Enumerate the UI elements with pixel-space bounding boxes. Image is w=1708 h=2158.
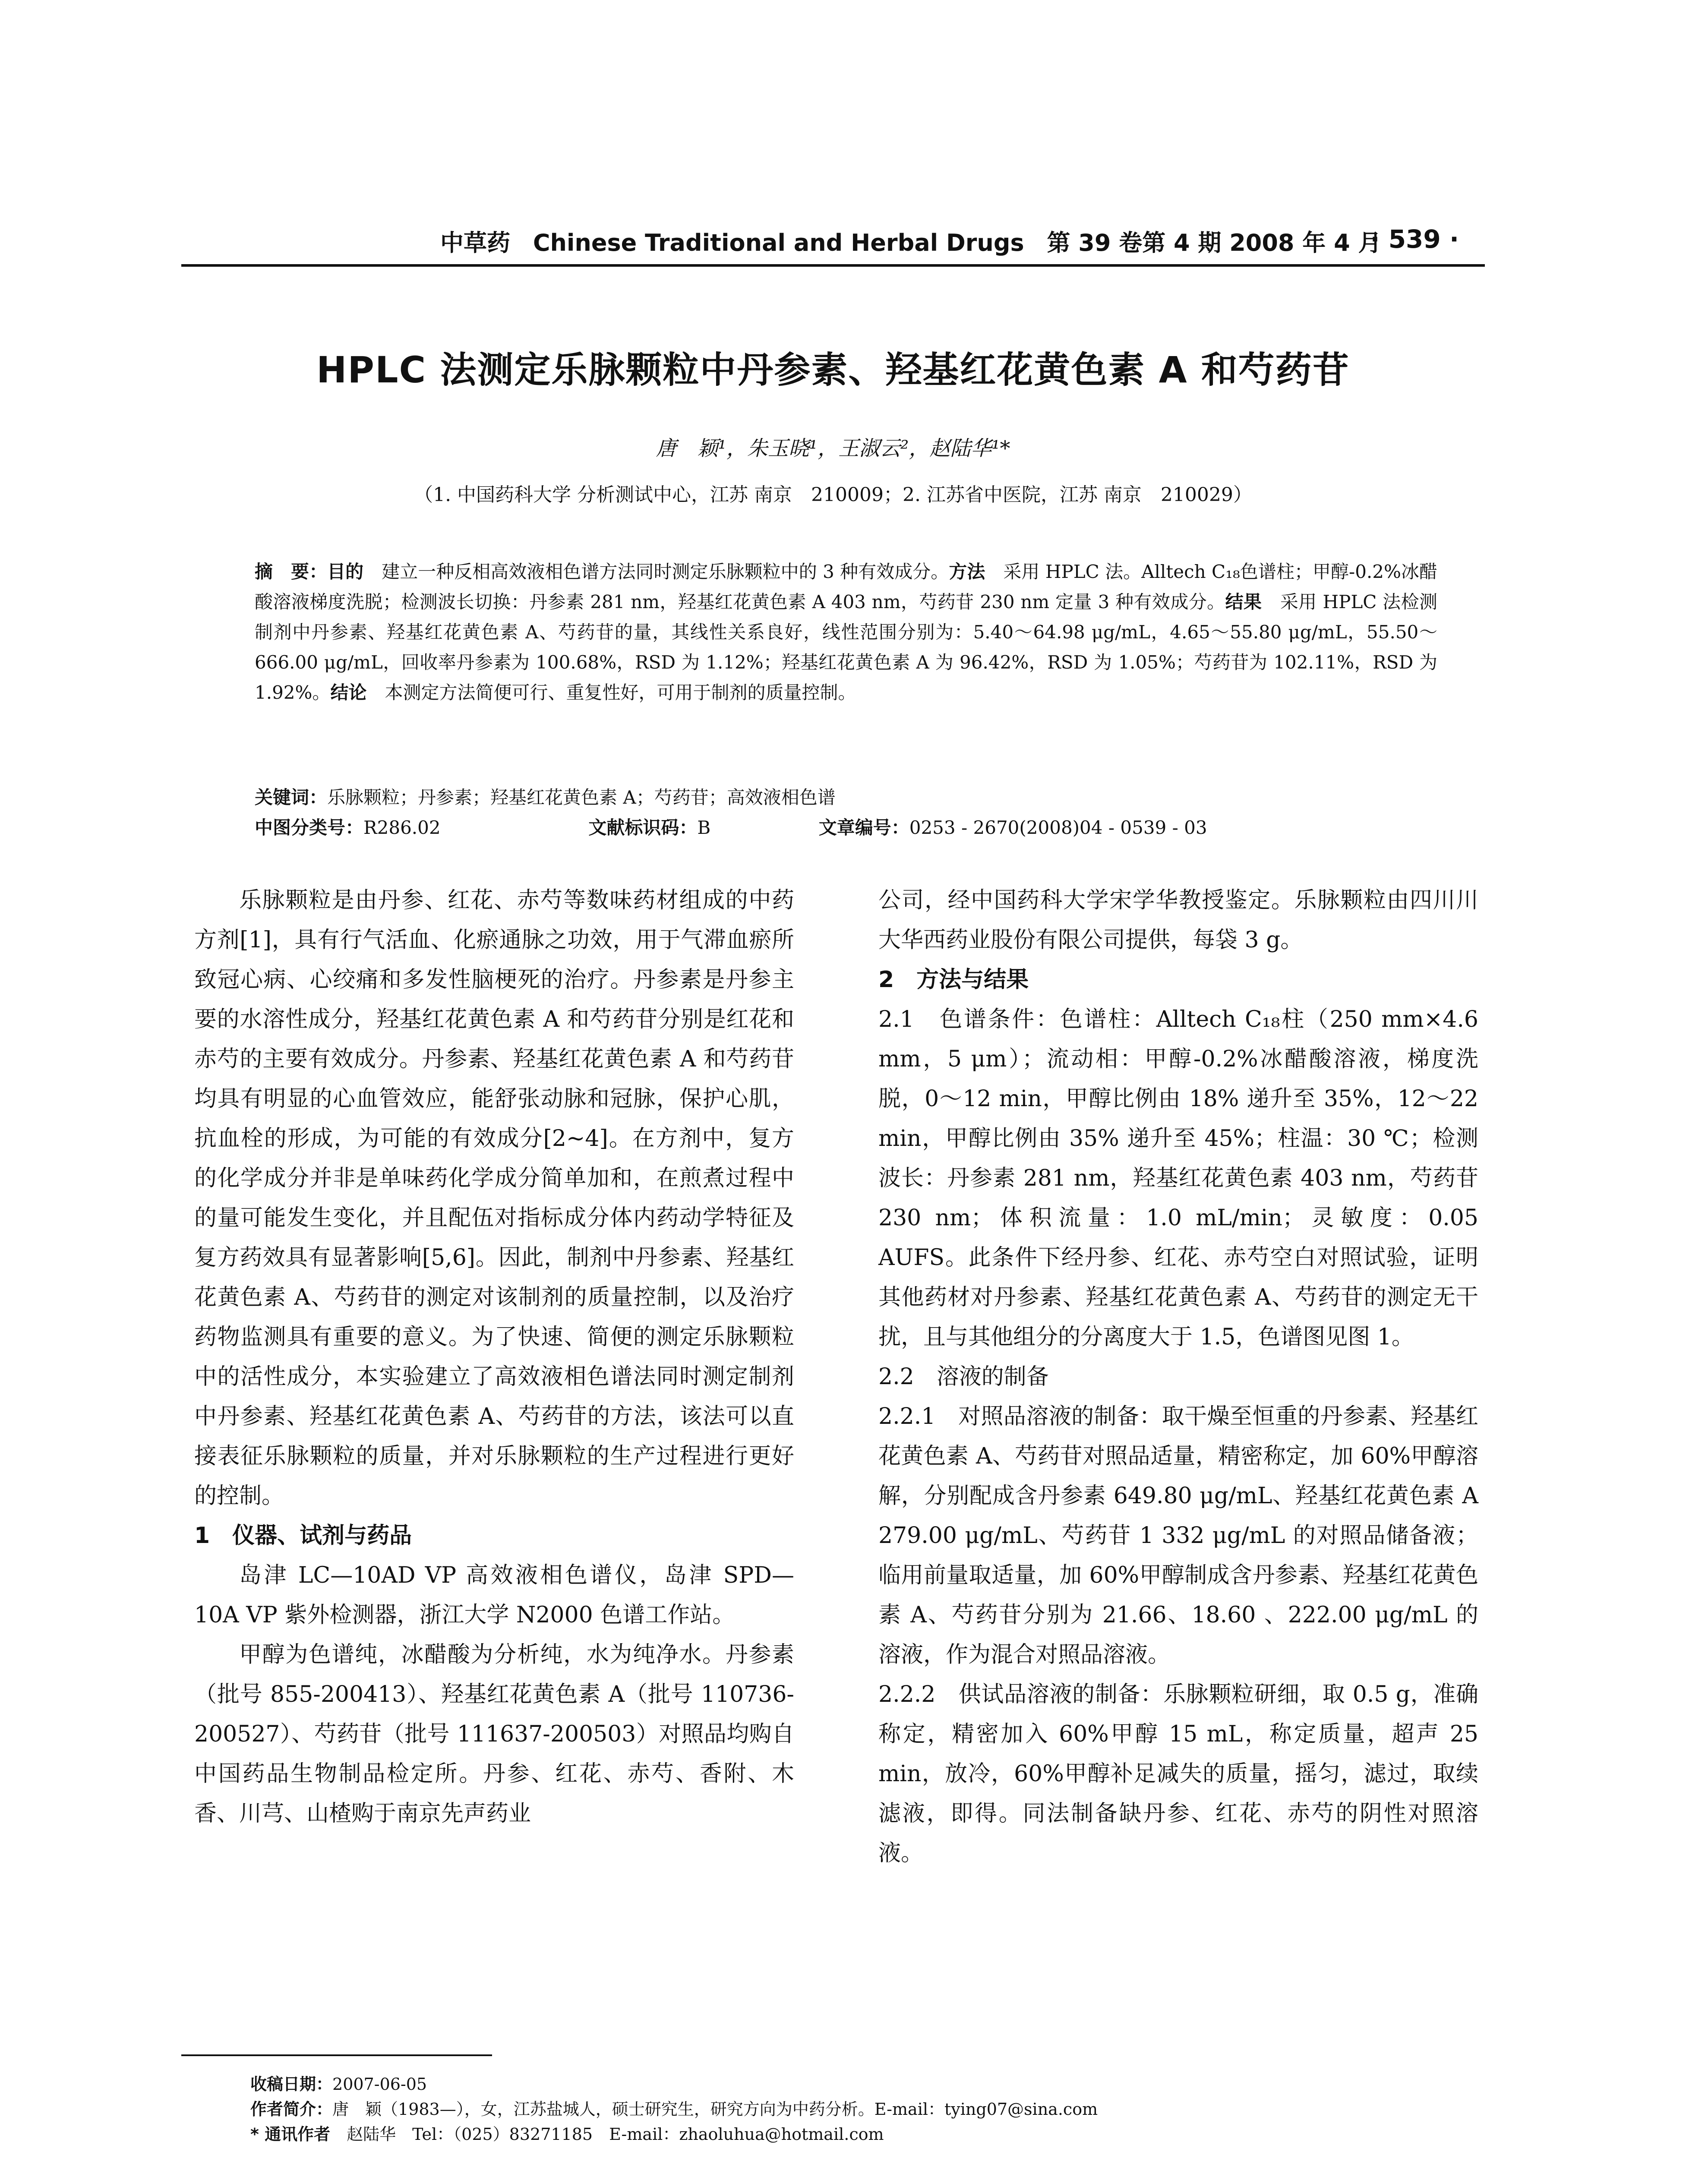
header-rule [181,264,1485,267]
doc-code: B [697,817,711,838]
corresponding-author: * 通讯作者 赵陆华 Tel：（025）83271185 E-mail：zhaoluhua@hotmail.com [250,2125,884,2144]
abstract [255,557,1437,708]
section-heading-1: 1 仪器、试剂与药品 [194,1523,412,1549]
section-heading-2: 2 方法与结果 [878,967,1029,993]
article-number-label: 文章编号： [818,817,909,838]
footnote-rule [181,2054,492,2056]
received-label: 收稿日期： [250,2075,333,2094]
left-column [194,880,794,1833]
instruments-paragraph: 岛津 LC—10AD VP 高效液相色谱仪，岛津 SPD—10A VP 紫外检测器，浙江大学 N2000 色谱工作站。 [194,1562,794,1628]
reagents-paragraph: 甲醇为色谱纯，冰醋酸为分析纯，水为纯净水。丹参素（批号 855-200413）、羟基红花黄色素 A（批号 110736-200527）、芍药苷（批号 111637-200503）对照品均购自中国药品生物制品检定所。丹参、红花、赤芍、香附、木香、川芎、山楂购于南京先声药业 [194,1642,794,1827]
article-number: 0253 - 2670(2008)04 - 0539 - 03 [909,817,1207,838]
classification-line [255,814,1437,839]
journal-name-cn: 中草药 [440,229,510,256]
abstract-method: 采用 HPLC 法。Alltech C₁₈色谱柱；甲醇-0.2%冰醋酸溶液梯度洗脱；检测波长切换：丹参素 281 nm，羟基红花黄色素 A 403 nm，芍药苷 230 nm 定量 3 种有效成分。 [255,561,1437,612]
right-column [878,880,1478,1873]
doc-code-label: 文献标识码： [588,817,698,838]
abstract-objective-label: 目的 [327,561,364,582]
clc-label: 中图分类号： [255,817,364,838]
abstract-method-label: 方法 [949,561,985,582]
corresponding-label: * 通讯作者 [250,2125,347,2144]
affiliations: （1. 中国药科大学 分析测试中心，江苏 南京 210009；2. 江苏省中医院，江苏 南京 210029） [414,484,1252,506]
abstract-label: 摘 要： [255,561,328,582]
intro-paragraph: 乐脉颗粒是由丹参、红花、赤芍等数味药材组成的中药方剂[1]，具有行气活血、化瘀通脉之功效，用于气滞血瘀所致冠心病、心绞痛和多发性脑梗死的治疗。丹参素是丹参主要的水溶性成分，羟基红花黄色素 A 和芍药苷分别是红花和赤芍的主要有效成分。丹参素、羟基红花黄色素 A 和芍药苷均具有明显的心血管效应，能舒张动脉和冠脉，保护心肌，抗血栓的形成，为可能的有效成分[2~4]。在方剂中，复方的化学成分并非是单味药化学成分简单加和，在煎煮过程中的量可能发生变化，并且配伍对指标成分体内药动学特征及复方药效具有显著影响[5,6]。因此，制剂中丹参素、羟基红花黄色素 A、芍药苷的测定对该制剂的质量控制，以及治疗药物监测具有重要的意义。为了快速、简便的测定乐脉颗粒中的活性成分，本实验建立了高效液相色谱法同时测定制剂中丹参素、羟基红花黄色素 A、芍药苷的方法，该法可以直接表征乐脉颗粒的质量，并对乐脉颗粒的生产过程进行更好的控制。 [194,887,794,1509]
issue-info: 第 39 卷第 4 期 2008 年 4 月 [1047,229,1382,256]
author-list: 唐 颖¹，朱玉晓¹，王淑云²，赵陆华¹* [656,436,1010,461]
author-bio: 作者简介：唐 颖（1983—），女，江苏盐城人，硕士研究生，研究方向为中药分析。E-mail：tying07@sina.com [250,2100,1098,2119]
running-header [181,216,1485,263]
keywords-text: 乐脉颗粒；丹参素；羟基红花黄色素 A；芍药苷；高效液相色谱 [327,787,836,808]
journal-name [440,224,1396,258]
abstract-results-label: 结果 [1225,591,1262,612]
section-2-2-2: 2.2.2 供试品溶液的制备：乐脉颗粒研细，取 0.5 g，准确称定，精密加入 60%甲醇 15 mL，称定质量，超声 25 min，放冷，60%甲醇补足减失的质量，摇匀，滤过，取续滤液，即得。同法制备缺丹参、红花、赤芍的阴性对照溶液。 [878,1682,1478,1866]
abstract-conclusion-label: 结论 [330,682,367,703]
section-2-2-1: 2.2.1 对照品溶液的制备：取干燥至恒重的丹参素、羟基红花黄色素 A、芍药苷对照品适量，精密称定，加 60%甲醇溶解，分别配成含丹参素 649.80 μg/mL、羟基红花黄色素 A 279.00 μg/mL、芍药苷 1 332 μg/mL 的对照品储备液；临用前量取适量，加 60%甲醇制成含丹参素、羟基红花黄色素 A、芍药苷分别为 21.66、18.60 、222.00 μg/mL 的溶液，作为混合对照品溶液。 [878,1404,1478,1668]
section-2-1: 2.1 色谱条件：色谱柱：Alltech C₁₈柱（250 mm×4.6 mm，5 μm）；流动相：甲醇-0.2%冰醋酸溶液，梯度洗脱，0～12 min，甲醇比例由 18% 递升至 35%，12～22 min，甲醇比例由 35% 递升至 45%；柱温：30 ℃；检测波长：丹参素 281 nm，羟基红花黄色素 403 nm，芍药苷 230 nm；体积流量：1.0 mL/min；灵敏度：0.05 AUFS。此条件下经丹参、红花、赤芍空白对照试验，证明其他药材对丹参素、羟基红花黄色素 A、芍药苷的测定无干扰，且与其他组分的分离度大于 1.5，色谱图见图 1。 [878,1006,1478,1350]
paper-title: HPLC 法测定乐脉颗粒中丹参素、羟基红花黄色素 A 和芍药苷 [316,349,1350,391]
footnotes [250,2072,1459,2147]
received-date: 收稿日期：2007-06-05 [250,2075,427,2094]
abstract-conclusion: 本测定方法简便可行、重复性好，可用于制剂的质量控制。 [385,682,856,703]
keywords [255,783,1437,809]
bio-label: 作者简介： [250,2100,333,2119]
keywords-label: 关键词： [255,787,328,808]
clc-code: R286.02 [363,817,441,838]
section-2-2-heading: 2.2 溶液的制备 [878,1364,1049,1390]
journal-name-en: Chinese Traditional and Herbal Drugs [533,229,1024,256]
page-number: · 539 · [1370,224,1459,254]
abstract-results: 采用 HPLC 法检测制剂中丹参素、羟基红花黄色素 A、芍药苷的量，其线性关系良好，线性范围分别为：5.40～64.98 μg/mL，4.65～55.80 μg/mL，55.50～666.00 μg/mL，回收率丹参素为 100.68%，RSD 为 1.12%；羟基红花黄色素 A 为 96.42%，RSD 为 1.05%；芍药苷为 102.11%，RSD 为 1.92%。 [255,591,1437,703]
abstract-objective: 建立一种反相高效液相色谱方法同时测定乐脉颗粒中的 3 种有效成分。 [382,561,949,582]
materials-continued: 公司，经中国药科大学宋学华教授鉴定。乐脉颗粒由四川川大华西药业股份有限公司提供，每袋 3 g。 [878,887,1478,953]
